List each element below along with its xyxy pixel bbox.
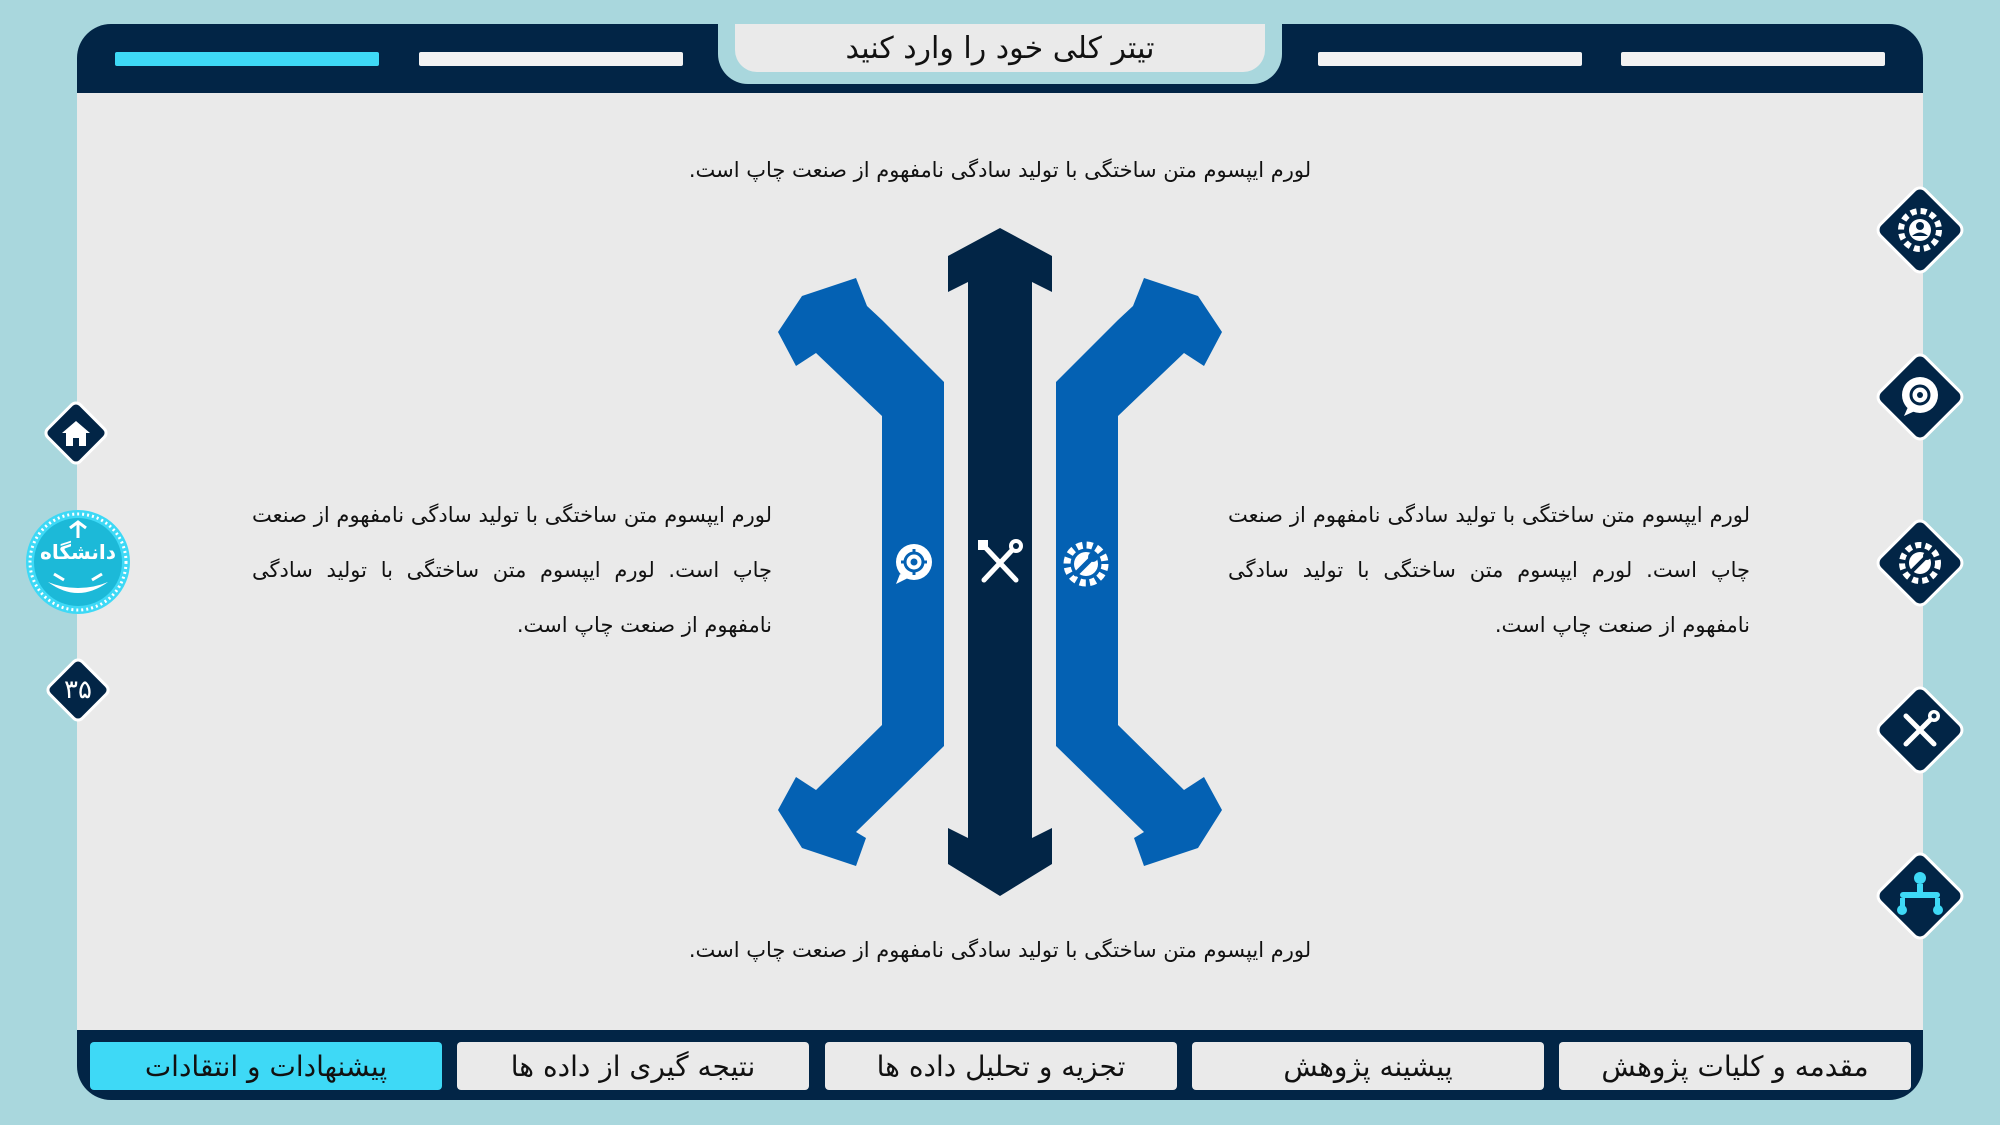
top-caption: لورم ایپسوم متن ساختگی با تولید سادگی نامفهوم از صنعت چاپ است. <box>688 158 1312 182</box>
right-paragraph: لورم ایپسوم متن ساختگی با تولید سادگی نامفهوم از صنعت چاپ است. لورم ایپسوم متن ساختگی با تولید سادگی نامفهوم از صنعت چاپ است. <box>1228 503 1750 637</box>
nav-tab-conclusion[interactable]: نتیجه گیری از داده ها <box>457 1042 809 1090</box>
tools-icon <box>976 538 1024 588</box>
nav-tab-suggestions[interactable]: پیشنهادات و انتقادات <box>90 1042 442 1090</box>
page-title: تیتر کلی خود را وارد کنید <box>735 24 1265 72</box>
wrench-gear-icon[interactable] <box>1866 509 1974 617</box>
progress-tab-3[interactable] <box>1318 52 1582 66</box>
progress-tab-1[interactable] <box>115 52 379 66</box>
nav-tab-analysis[interactable]: تجزیه و تحلیل داده ها <box>825 1042 1177 1090</box>
home-button[interactable] <box>37 394 115 472</box>
logo-text: دانشگاه <box>40 540 116 564</box>
gear-user-icon[interactable] <box>1866 176 1974 284</box>
gear-chat-icon <box>890 540 938 588</box>
wrench-gear-icon <box>1062 540 1110 588</box>
progress-tab-4[interactable] <box>1621 52 1885 66</box>
bottom-caption: لورم ایپسوم متن ساختگی با تولید سادگی نامفهوم از صنعت چاپ است. <box>688 938 1312 962</box>
tools-icon[interactable] <box>1866 676 1974 784</box>
progress-tab-2[interactable] <box>419 52 683 66</box>
hierarchy-icon[interactable] <box>1866 842 1974 950</box>
left-paragraph: لورم ایپسوم متن ساختگی با تولید سادگی نامفهوم از صنعت چاپ است. لورم ایپسوم متن ساختگی با تولید سادگی نامفهوم از صنعت چاپ است. <box>252 503 772 637</box>
nav-tab-literature[interactable]: پیشینه پژوهش <box>1192 1042 1544 1090</box>
nav-tab-intro[interactable]: مقدمه و کلیات پژوهش <box>1559 1042 1911 1090</box>
page-number: ۳۵ <box>64 675 92 705</box>
gear-chat-icon[interactable] <box>1866 343 1974 451</box>
